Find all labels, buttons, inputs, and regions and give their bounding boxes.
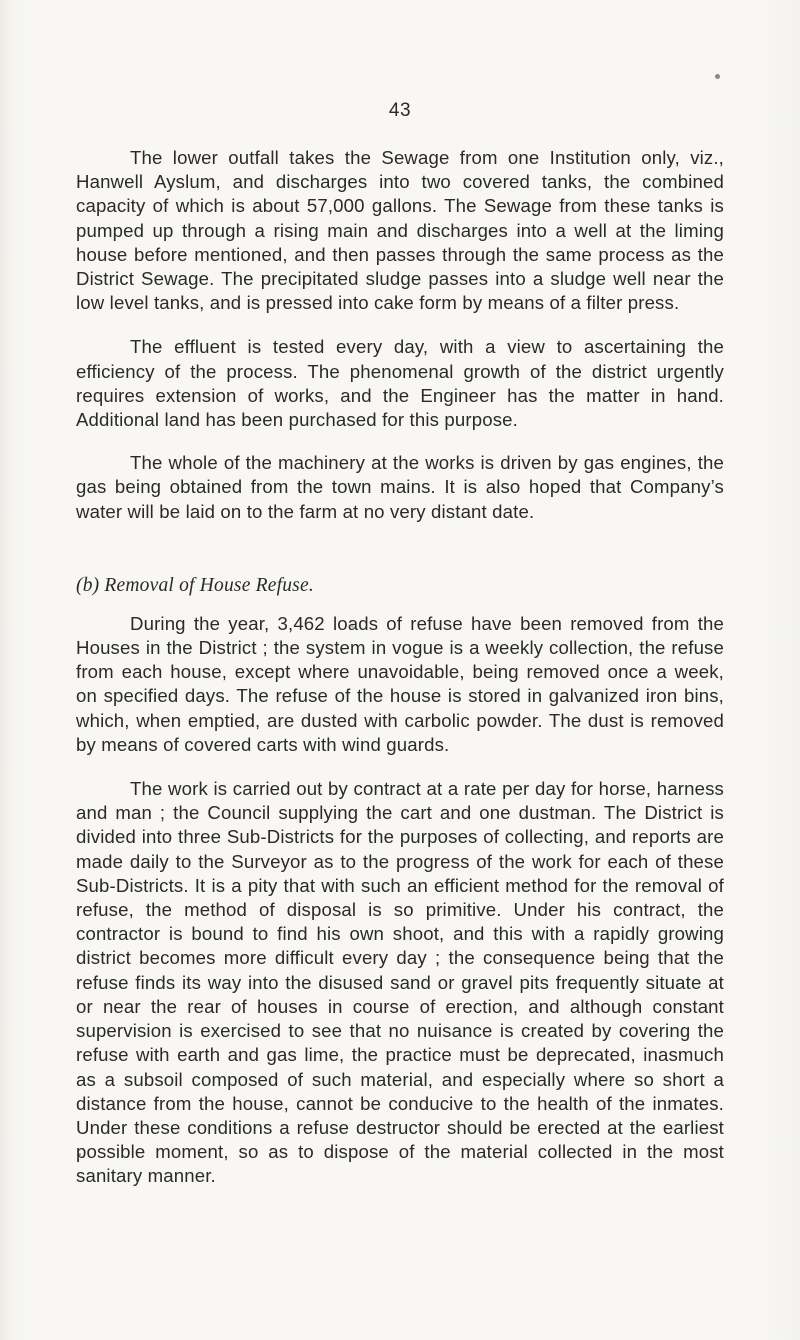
paragraph-machinery: The whole of the machinery at the works is driven by gas engines, the gas being obtained from the town mains. It is also hoped that Company’s water will be laid on to the farm at no very distant date. bbox=[76, 452, 724, 522]
paragraph-effluent-testing: The effluent is tested every day, with a view to ascertaining the efficiency of the process. The phenomenal growth of the district urgently requires extension of works, and the Engineer has the matter in hand. Additional land has been purchased for this purpose. bbox=[76, 336, 724, 431]
page-number: 43 bbox=[388, 100, 412, 121]
paragraph-lower-outfall: The lower outfall takes the Sewage from one Institution only, viz., Hanwell Ayslum, and discharges into two covered tanks, the combined capacity of which is about 57,000 gallons. The Sewage from these tanks is pumped up through a rising main and discharges into a well at the liming house before mentioned, and then passes through the same process as the District Sewage. The precipitated sludge passes into a sludge well near the low level tanks, and is pressed into cake form by means of a filter press. bbox=[76, 147, 724, 314]
print-speck bbox=[715, 74, 720, 79]
section-heading-house-refuse: (b) Removal of House Refuse. bbox=[76, 574, 314, 596]
paragraph-refuse-contract: The work is carried out by contract at a rate per day for horse, harness and man ; the Council supplying the cart and one dustman. The District is divided into three Sub-Districts for the purposes of collecting, and reports are made daily to the Surveyor as to the progress of the work for each of these Sub-Districts. It is a pity that with such an efficient method for the removal of refuse, the method of disposal is so primitive. Under his contract, the contractor is bound to find his own shoot, and this with a rapidly growing district becomes more difficult every day ; the consequence being that the refuse finds its way into the disused sand or gravel pits frequently situate at or near the rear of houses in course of erection, and although constant supervision is exercised to see that no nuisance is created by covering the refuse with earth and gas lime, the practice must be deprecated, inasmuch as a subsoil composed of such material, and especially where so short a distance from the house, cannot be conducive to the health of the inmates. Under these conditions a refuse destructor should be erected at the earliest possible moment, so as to dispose of the material collected in the most sanitary manner. bbox=[76, 778, 724, 1187]
body-text bbox=[76, 146, 724, 1189]
paragraph-refuse-collection: During the year, 3,462 loads of refuse have been removed from the Houses in the District ; the system in vogue is a weekly collection, the refuse from each house, except where unavoidable, being removed once a week, on specified days. The refuse of the house is stored in galvanized iron bins, which, when emptied, are dusted with carbolic powder. The dust is removed by means of covered carts with wind guards. bbox=[76, 612, 724, 755]
